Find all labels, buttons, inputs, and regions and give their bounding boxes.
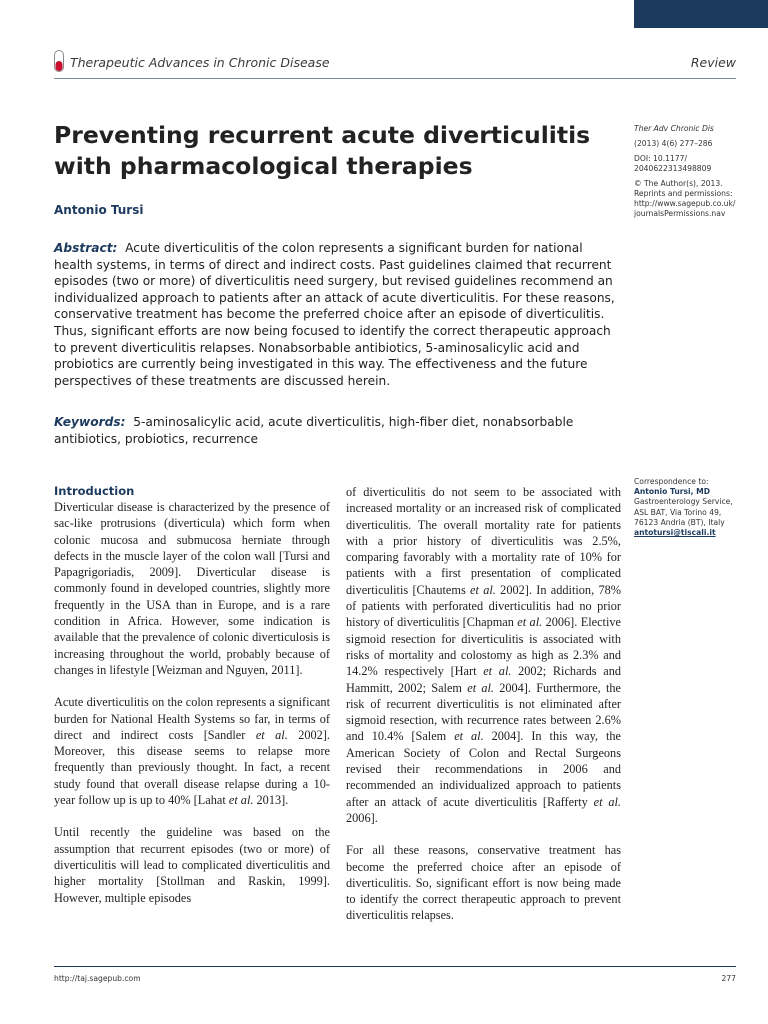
italic-text: et al. — [470, 582, 496, 597]
right-paragraphs — [346, 484, 621, 924]
correspondence-line-3: 76123 Andria (BT), Italy — [634, 517, 725, 527]
correspondence-label: Correspondence to: — [634, 477, 709, 486]
body-column-left — [54, 484, 330, 922]
reprints-label: Reprints and permissions: — [634, 189, 733, 198]
journal-name: Therapeutic Advances in Chronic Disease — [70, 55, 330, 70]
journal-logo-icon — [54, 50, 64, 72]
italic-text: et al. — [467, 680, 494, 695]
body-column-right — [346, 484, 621, 940]
doi-label: DOI: 10.1177/ — [634, 154, 687, 163]
correspondence-name: Antonio Tursi, MD — [634, 487, 711, 497]
corner-color-block — [634, 0, 768, 28]
text-run: 2004]. Furthermore, the risk of recurrent diverticulitis is not eliminated after sigmoid resection, with recurrence rates between 2.6% and 10.4% [Salem — [346, 680, 621, 744]
copyright: © The Author(s), 2013. — [634, 179, 723, 188]
body-paragraph — [54, 694, 330, 808]
article-metadata — [634, 124, 764, 224]
abstract-text: Acute diverticulitis of the colon represents a significant burden for national health systems, in terms of direct and indirect costs. Past guidelines claimed that recurrent episodes (two or more) of diverticulitis need surgery, but revised guidelines recommend an individualized approach to patients after an attack of acute diverticulitis. For these reasons, conservative treatment has become the preferred choice after an episode of diverticulitis. Thus, significant efforts are now being focused to identify the correct therapeutic approach to prevent diverticulitis relapses. Nonabsorbable antibiotics, 5-aminosalicylic acid and probiotics are currently being investigated in this way. The effectiveness and the future perspectives of these treatments are discussed herein. — [54, 241, 615, 388]
body-paragraph — [54, 824, 330, 905]
text-run: 2006]. Elective sigmoid resection for diverticulitis is associated with risks of mortality and colostomy as high as 2.3% and 14.2% respectively [Hart — [346, 615, 621, 679]
copyright-block — [634, 179, 764, 219]
text-run: 2002]. Moreover, this disease seems to relapse more frequently than previously thought. In fact, a recent study found that overall disease relapse during a 10-year follow up is up to 40% [Lahat — [54, 727, 330, 808]
text-run: Until recently the guideline was based on the assumption that recurrent episodes (two or more) of diverticulitis will lead to complicated diverticulitis and higher mortality [Stollman and Raskin, 1999]. However, multiple episodes — [54, 825, 330, 905]
text-run: 2002; Richards and Hammitt, 2002; Salem — [346, 664, 622, 695]
page-number: 277 — [721, 974, 736, 983]
text-run: 2006]. — [346, 810, 378, 825]
correspondence-line-1: Gastroenterology Service, — [634, 497, 733, 507]
italic-text: et al. — [517, 615, 543, 630]
doi-suffix: 2040622313498809 — [634, 164, 712, 173]
italic-text: et al. — [454, 729, 484, 744]
footer-rule — [54, 966, 736, 967]
text-run: 2004]. In this way, the American Society of Colon and Rectal Surgeons revised their recommendations in 2006 and recommended an individualized approach to patients after an attack of acute diverticulitis [Rafferty — [346, 729, 621, 809]
abstract-label: Abstract: — [54, 241, 118, 255]
text-run: For all these reasons, conservative treatment has become the preferred choice after an episode of diverticulitis. So, significant effort is now being made to identify the correct therapeutic approach to prevent diverticulitis relapses. — [346, 843, 621, 923]
article-title: Preventing recurrent acute diverticulitis with pharmacological therapies — [54, 121, 591, 180]
footer-url[interactable]: http://taj.sagepub.com — [54, 974, 141, 983]
body-paragraph — [54, 499, 330, 678]
text-run: 2013]. — [253, 793, 289, 808]
italic-text: et al. — [593, 794, 621, 809]
journal-header — [54, 50, 736, 79]
section-heading-introduction: Introduction — [54, 484, 135, 498]
text-run: of diverticulitis do not seem to be associated with increased mortality or an increased risk of complicated diverticulitis. The overall mortality rate for patients with a prior history of diverticulitis was 2.5%, comparing favorably with a mortality rate of 10% for patients with a first presentation of complicated diverticulitis [Chautems — [346, 485, 621, 597]
section-label: Review — [690, 55, 736, 70]
author-name: Antonio Tursi — [54, 203, 144, 217]
text-run: 2002]. In addition, 78% of patients with perforated diverticulitis had no prior history of diverticulitis [Chapman — [346, 582, 621, 630]
text-run: Acute diverticulitis on the colon represents a significant burden for National Health Systems so far, in terms of direct and indirect costs [Sandler — [54, 695, 330, 742]
keywords-text: 5-aminosalicylic acid, acute diverticulitis, high-fiber diet, nonabsorbable antibiotics, probiotics, recurrence — [54, 415, 574, 446]
keywords-label: Keywords: — [54, 415, 126, 429]
doi — [634, 154, 764, 174]
correspondence-email[interactable]: antotursi@tiscali.it — [634, 528, 716, 538]
italic-text: et al. — [228, 793, 254, 808]
permissions-url-2[interactable]: journalsPermissions.nav — [634, 209, 726, 218]
correspondence-line-2: ASL BAT, Via Torino 49, — [634, 507, 722, 517]
abstract — [54, 240, 624, 389]
correspondence — [634, 477, 764, 538]
permissions-url[interactable]: http://www.sagepub.co.uk/ — [634, 199, 736, 208]
text-run: Diverticular disease is characterized by the presence of sac-like protrusions (diverticula) which form when colonic mucosa and submucosa herniate through defects in the muscle layer of the colon wall [Tursi and Papagrigoriadis, 2009]. Diverticular disease is commonly found in developed countries, slightly more frequently in the USA than in Europe, and is a rare condition in Africa. However, some indication is available that the prevalence of colonic diverticulosis is increasing throughout the world, probably because of changes in lifestyle [Weizman and Nguyen, 2011]. — [54, 500, 330, 677]
body-paragraph — [346, 842, 621, 923]
journal-abbrev: Ther Adv Chronic Dis — [634, 124, 714, 133]
volume-info: (2013) 4(6) 277–286 — [634, 139, 713, 148]
keywords — [54, 414, 624, 447]
body-paragraph — [346, 484, 621, 826]
italic-text: et al. — [483, 664, 512, 679]
italic-text: et al. — [255, 727, 288, 742]
left-paragraphs — [54, 499, 330, 906]
